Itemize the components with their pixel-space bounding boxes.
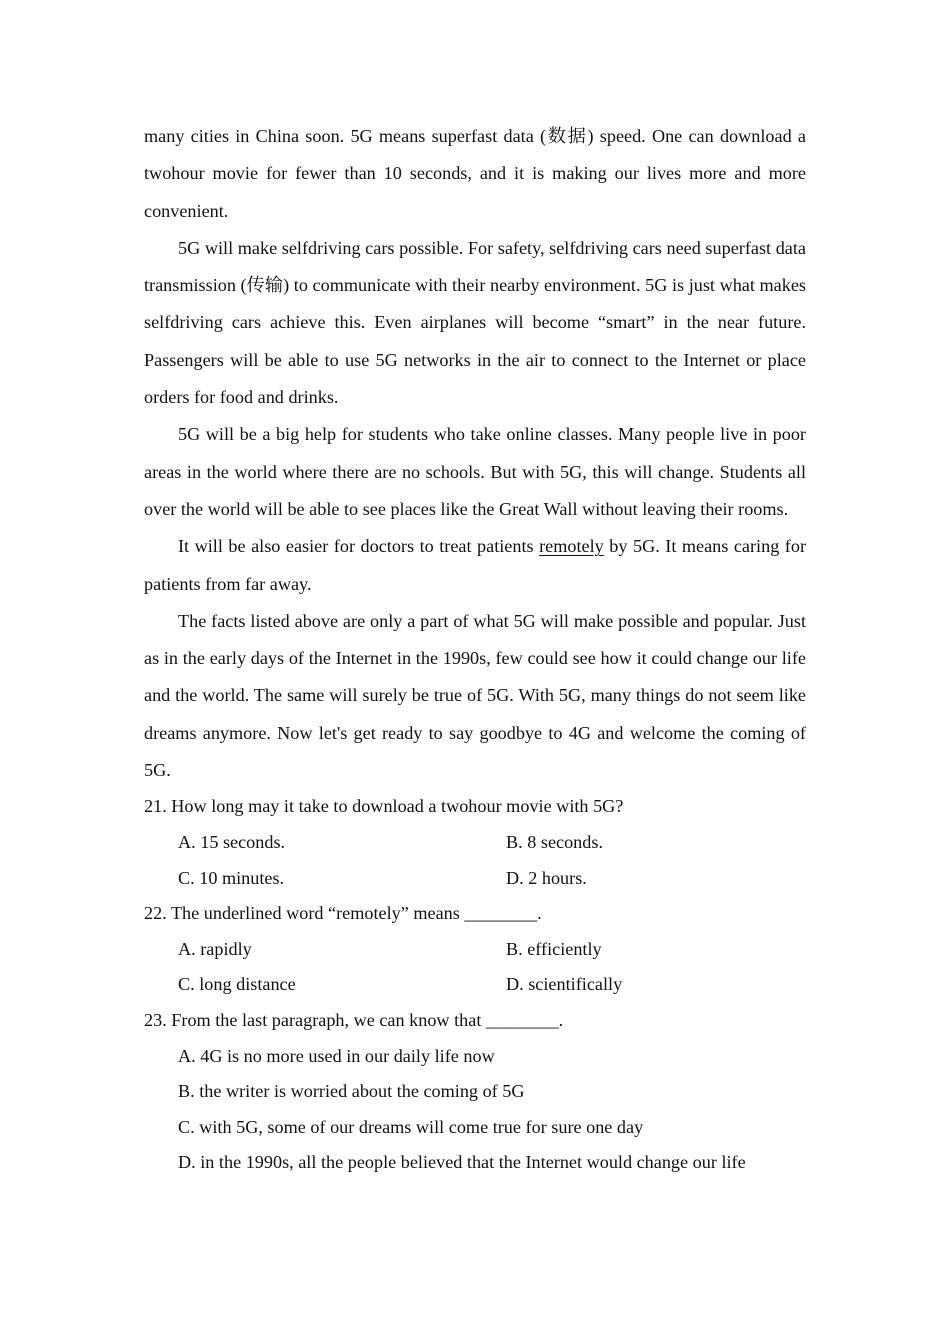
question-21-option-d: D. 2 hours. [506, 867, 587, 888]
passage-paragraph-2: 5G will make selfdriving cars possible. For safety, selfdriving cars need superfast data transmission (传输) to communicate with their nearby environment. 5G is just what makes selfdriving cars achieve this. Even airplanes will become “smart” in the near future. Passengers will be able to use 5G networks in the air to connect to the Internet or place orders for food and drinks. [144, 237, 806, 408]
question-21-option-b: B. 8 seconds. [506, 831, 603, 852]
question-22-option-b: B. efficiently [506, 938, 602, 959]
question-22-option-c: C. long distance [178, 974, 296, 995]
question-22-options-row-2 [144, 967, 806, 1003]
question-23-option-c: C. with 5G, some of our dreams will come true for sure one day [178, 1116, 644, 1137]
question-21-option-a: A. 15 seconds. [178, 831, 286, 852]
paragraph-4-text-start: It will be also easier for doctors to treat patients [178, 536, 540, 557]
question-21-options-row-1 [144, 825, 806, 861]
question-23-option-b: B. the writer is worried about the coming of 5G [178, 1081, 525, 1102]
passage-paragraph-3: 5G will be a big help for students who take online classes. Many people live in poor areas in the world where there are no schools. But with 5G, this will change. Students all over the world will be able to see places like the Great Wall without leaving their rooms. [144, 424, 806, 519]
question-22-stem: 22. The underlined word “remotely” means ________. [144, 903, 542, 924]
paragraph-4-text-end: by 5G. It means caring for patients from far away. [144, 536, 807, 594]
question-22-option-d: D. scientifically [506, 974, 623, 995]
passage-paragraph-4 [144, 528, 806, 603]
passage-paragraph-1: many cities in China soon. 5G means superfast data (数据) speed. One can download a twohour movie for fewer than 10 seconds, and it is making our lives more and more convenient. [144, 126, 806, 221]
question-23-option-d: D. in the 1990s, all the people believed that the Internet would change our life [178, 1152, 746, 1173]
question-22-options-row-1 [144, 932, 806, 968]
passage-paragraph-5: The facts listed above are only a part of what 5G will make possible and popular. Just as in the early days of the Internet in the 1990s, few could see how it could change our life and the world. The same will surely be true of 5G. With 5G, many things do not seem like dreams anymore. Now let's get ready to say goodbye to 4G and welcome the coming of 5G. [144, 610, 806, 781]
question-21-option-c: C. 10 minutes. [178, 867, 285, 888]
question-23-option-a: A. 4G is no more used in our daily life now [178, 1045, 495, 1066]
question-22-option-a: A. rapidly [178, 938, 252, 959]
question-23-stem: 23. From the last paragraph, we can know that ________. [144, 1009, 564, 1030]
underlined-word-remotely: remotely [539, 536, 604, 557]
document-page [144, 118, 806, 1181]
question-21-stem: 21. How long may it take to download a twohour movie with 5G? [144, 796, 624, 817]
question-21-options-row-2 [144, 861, 806, 897]
